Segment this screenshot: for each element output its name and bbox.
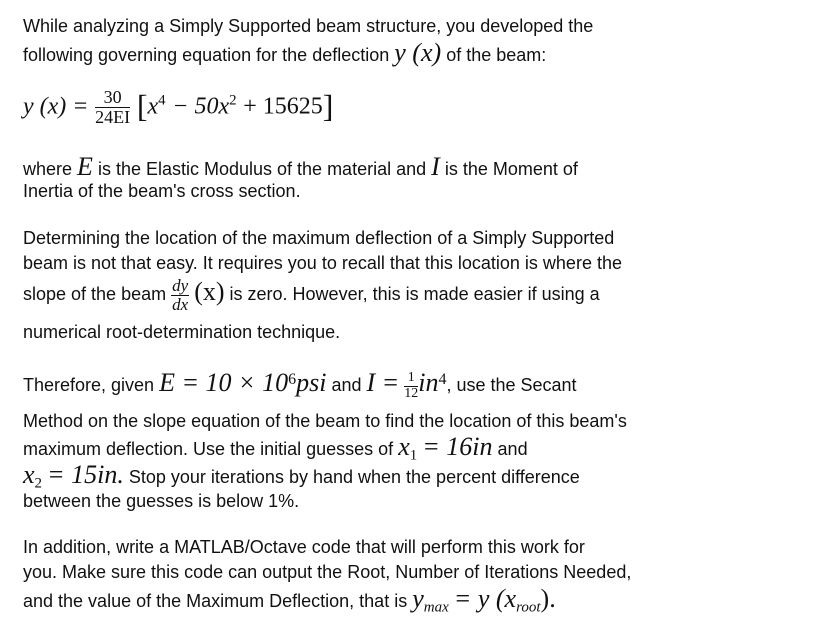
x1-symbol: x bbox=[398, 432, 410, 461]
p4-text: and bbox=[331, 375, 362, 395]
p1-line1 bbox=[23, 17, 593, 35]
p4-text: Therefore, given bbox=[23, 375, 155, 395]
eq-frac-den: 24EI bbox=[95, 106, 131, 127]
deriv-arg: (x) bbox=[194, 277, 225, 307]
p5-text: you. Make sure this code can output the Root, Number of Iterations Needed, bbox=[23, 562, 632, 582]
eq-bracket-close: ] bbox=[322, 87, 334, 124]
p4-line5 bbox=[23, 492, 299, 510]
I-frac-den: 12 bbox=[404, 385, 419, 401]
p1-text: following governing equation for the deflection bbox=[23, 45, 390, 65]
p3-text: Determining the location of the maximum deflection of a Simply Supported bbox=[23, 228, 615, 248]
p4-text: and bbox=[497, 439, 528, 459]
ymax-close: ). bbox=[540, 584, 556, 613]
p4-text: Method on the slope equation of the beam to find the location of this beam's bbox=[23, 411, 627, 431]
symbol-E: E bbox=[77, 152, 93, 181]
I-frac-num: 1 bbox=[404, 371, 418, 387]
I-fraction bbox=[404, 371, 418, 401]
eq-fraction bbox=[95, 88, 130, 127]
p5-text: and the value of the Maximum Deflection, that is bbox=[23, 591, 408, 611]
deflection-equation bbox=[23, 88, 333, 127]
x2-subscript: 2 bbox=[34, 475, 43, 492]
deflection-symbol: y (x) bbox=[394, 38, 442, 67]
xroot-subscript: root bbox=[516, 599, 541, 616]
p2-line1 bbox=[23, 154, 578, 180]
x2-value: = 15in. bbox=[47, 460, 124, 489]
p5-line1 bbox=[23, 538, 585, 556]
I-eq: I = bbox=[366, 368, 400, 397]
p1-text: of the beam: bbox=[446, 45, 547, 65]
p2-text: is the Moment of bbox=[444, 159, 578, 179]
p1-text: While analyzing a Simply Supported beam structure, you developed the bbox=[23, 16, 594, 36]
x1-value: = 16in bbox=[422, 432, 493, 461]
p5-line3 bbox=[23, 584, 556, 616]
E-exponent: 6 bbox=[288, 371, 297, 388]
ymax-expression: = y (x bbox=[453, 584, 517, 613]
p4-text: between the guesses is below 1%. bbox=[23, 491, 300, 511]
p2-text: where bbox=[23, 159, 73, 179]
symbol-I: I bbox=[431, 152, 440, 181]
p2-line2 bbox=[23, 182, 301, 200]
p4-line3 bbox=[23, 432, 528, 464]
eq-bracket-open: [ bbox=[136, 87, 148, 124]
eq-lhs: y (x) = bbox=[23, 93, 89, 120]
eq-term-50x: − 50x bbox=[172, 93, 230, 120]
p4-text: , use the Secant bbox=[446, 375, 577, 395]
x1-subscript: 1 bbox=[409, 447, 418, 464]
p5-text: In addition, write a MATLAB/Octave code that will perform this work for bbox=[23, 537, 585, 557]
p4-text: maximum deflection. Use the initial guesses of bbox=[23, 439, 394, 459]
p3-text: numerical root-determination technique. bbox=[23, 322, 341, 342]
ymax-symbol: y bbox=[412, 584, 424, 613]
p4-line1 bbox=[23, 370, 577, 401]
p1-line2 bbox=[23, 40, 546, 66]
p3-line3 bbox=[23, 277, 600, 314]
p3-line4 bbox=[23, 323, 340, 341]
p5-line2 bbox=[23, 563, 631, 581]
eq-constant: + 15625 bbox=[243, 93, 323, 120]
x2-symbol: x bbox=[23, 460, 35, 489]
p2-text: Inertia of the beam's cross section. bbox=[23, 181, 301, 201]
ymax-subscript: max bbox=[423, 599, 449, 616]
p3-text: beam is not that easy. It requires you to recall that this location is where the bbox=[23, 253, 622, 273]
deriv-den: dx bbox=[172, 294, 189, 314]
E-value: E = 10 × 10 bbox=[159, 368, 289, 397]
I-exponent: 4 bbox=[438, 371, 447, 388]
derivative-fraction bbox=[171, 277, 189, 314]
p2-text: is the Elastic Modulus of the material and bbox=[97, 159, 427, 179]
eq-term-x: x bbox=[147, 93, 159, 120]
p3-text: is zero. However, this is made easier if using a bbox=[229, 284, 600, 305]
eq-exp-2: 2 bbox=[229, 92, 237, 109]
p3-line1 bbox=[23, 229, 614, 247]
I-unit: in bbox=[418, 368, 439, 397]
p3-line2 bbox=[23, 254, 622, 272]
eq-frac-num: 30 bbox=[95, 88, 130, 108]
p4-text: Stop your iterations by hand when the percent difference bbox=[128, 467, 580, 487]
p4-line2 bbox=[23, 412, 627, 430]
deriv-num: dy bbox=[172, 276, 189, 295]
p3-text: slope of the beam bbox=[23, 284, 167, 305]
E-unit: psi bbox=[296, 368, 327, 397]
eq-exp-4: 4 bbox=[158, 92, 166, 109]
p4-line4 bbox=[23, 460, 580, 492]
